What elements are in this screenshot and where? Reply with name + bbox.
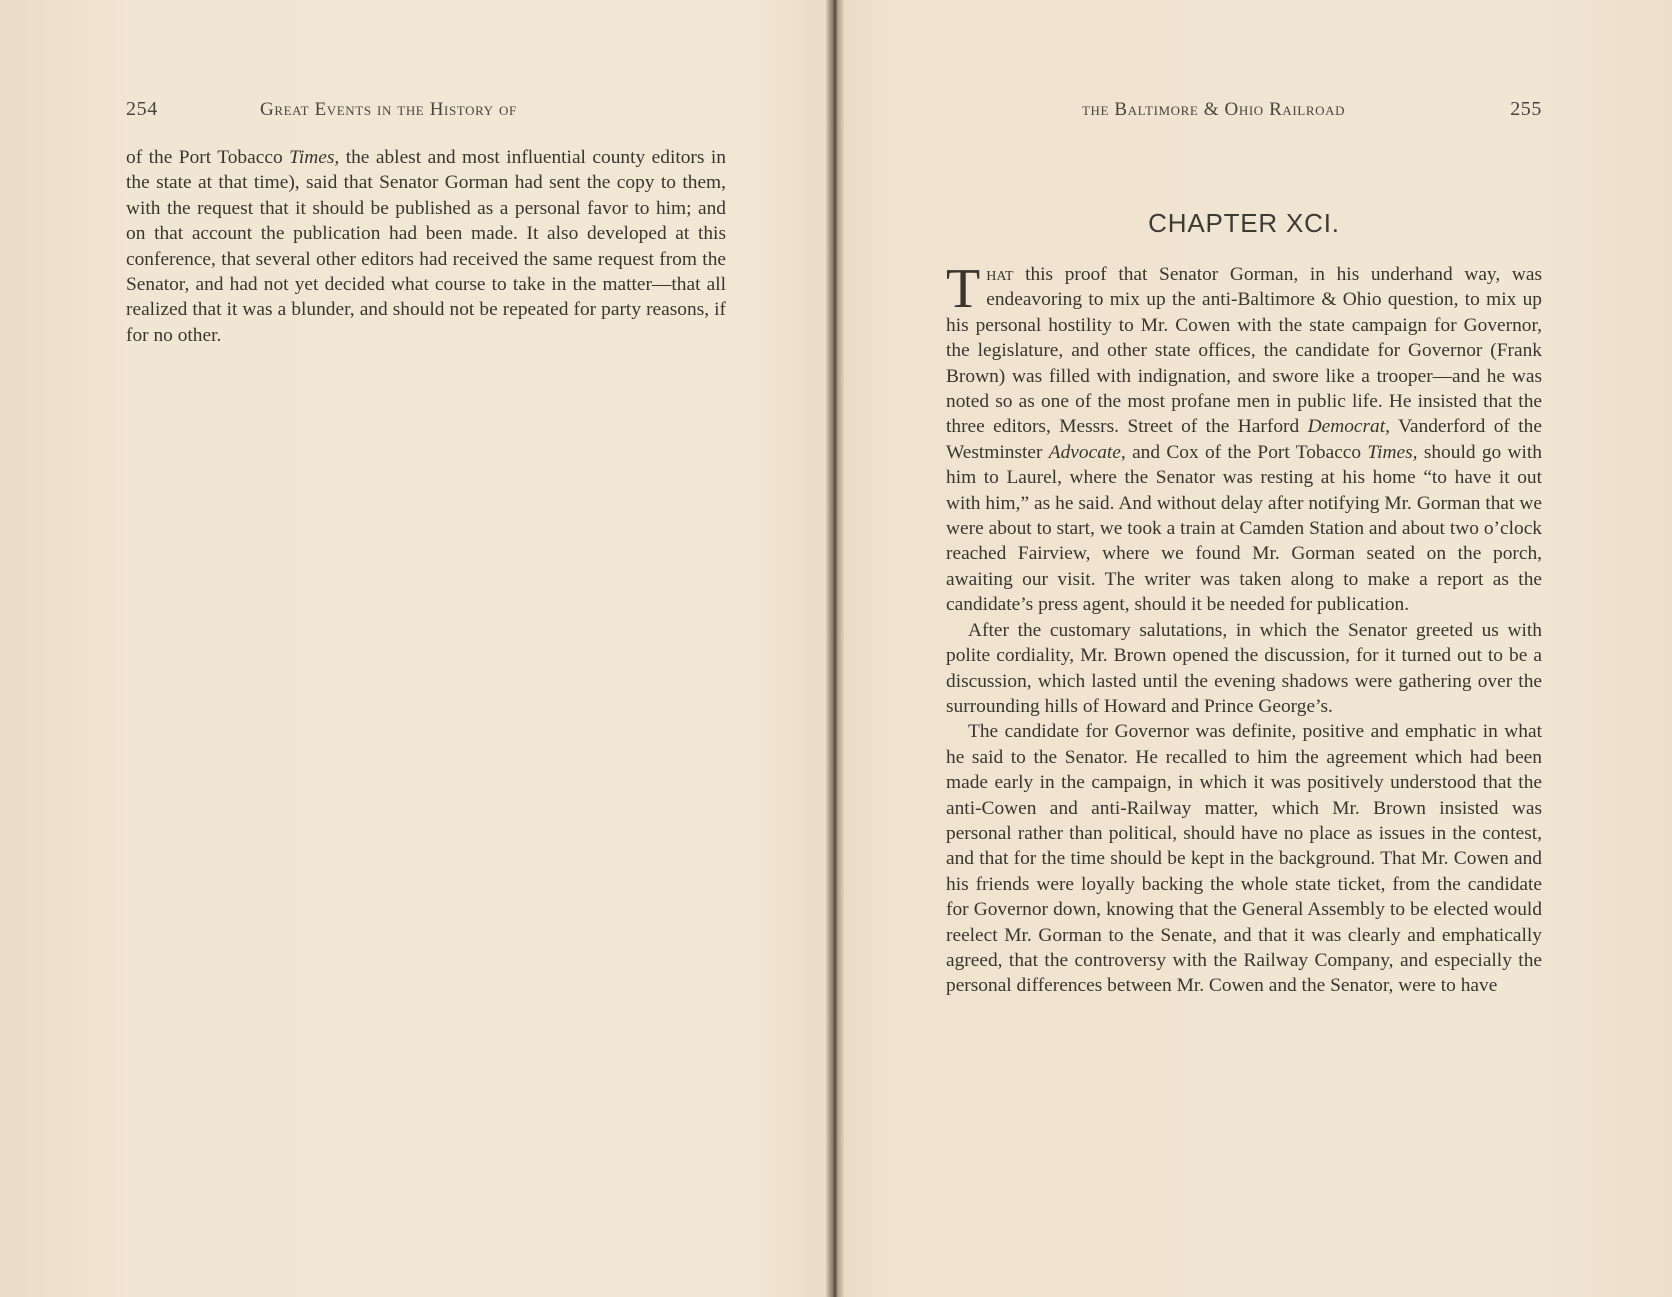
text-run: this proof that Senator Gorman, in his underhand way, was endeavoring to mix up the anti-Baltimore & Ohio question, to mix up his personal hostility to Mr. Cowen with the state campaign for Governor, the legislature, and other state offices, the candidate for Governor (Frank Brown) was filled with indignation, and swore like a trooper—and he was noted so as one of the most profane men in public life. He insisted that the three editors, Messrs. Street of the Harford <box>946 264 1542 438</box>
text-run: Vanderford of the Westminster <box>946 416 1542 463</box>
right-running-head-title: the Baltimore & Ohio Railroad <box>1082 99 1346 120</box>
right-page <box>946 0 1542 1297</box>
text-run: should go with him to Laurel, where the Senator was resting at his home “to have it out with him,” as he said. And without delay after notifying Mr. Gorman that we were about to start, we took a train at Camden Station and about two o’clock reached Fairview, where we found Mr. Gorman seated on the porch, awaiting our visit. The writer was taken along to make a report as the candidate’s press agent, should it be needed for publication. <box>946 441 1542 616</box>
left-running-head-title: Great Events in the History of <box>260 99 517 120</box>
paragraph-2: After the customary salutations, in which the Senator greeted us with polite cordiality, Mr. Brown opened the discussion, for it turned out to be a discussion, which lasted until the evening shadows were gathering over the surrounding hills of Howard and Prince George’s. <box>946 619 1542 717</box>
smallcaps-run: hat <box>986 264 1014 285</box>
chapter-title: CHAPTER XCI. <box>1148 208 1340 238</box>
right-running-head <box>946 98 1542 124</box>
paragraph-3: The candidate for Governor was definite, positive and emphatic in what he said to the Senator. He recalled to him the agreement which had been made early in the campaign, in which it was positively understood that the anti-Cowen and anti-Railway matter, which Mr. Brown insisted was personal rather than political, should have no place as issues in the contest, and that for the time should be kept in the background. That Mr. Cowen and his friends were loyally backing the whole state ticket, from the candidate for Governor down, knowing that the General Assembly to be elected would reelect Mr. Gorman to the Senate, and that it was clearly and emphatically agreed, that the controversy with the Railway Company, and especially the personal differences between Mr. Cowen and the Senator, were to have <box>946 721 1542 997</box>
left-page-text <box>126 145 726 348</box>
book-gutter <box>826 0 844 1297</box>
text-run: and Cox of the Port Tobacco <box>1125 441 1368 463</box>
italic-title-times: Times, <box>1367 441 1418 463</box>
left-page-number: 254 <box>126 98 158 120</box>
text-run: the ablest and most influential county editors in the state at that time), said that Senator Gorman had sent the copy to them, with the request that it should be published as a personal favor to him; and on that account the publication had been made. It also developed at this conference, that several other editors had received the same request from the Senator, and had not yet decided what course to take in the matter—that all realized that it was a blunder, and should not be repeated for party reasons, if for no other. <box>126 147 726 346</box>
left-paragraph <box>126 145 726 348</box>
italic-title-democrat: Democrat, <box>1307 416 1390 438</box>
right-page-text <box>946 258 1542 999</box>
left-running-head <box>126 98 726 124</box>
text-run: of the Port Tobacco <box>126 147 290 168</box>
italic-title-advocate: Advocate, <box>1048 441 1126 463</box>
italic-title-times: Times, <box>289 147 340 168</box>
paragraph-1 <box>946 258 1542 618</box>
right-page-number: 255 <box>1510 98 1542 120</box>
drop-cap: T <box>946 258 981 320</box>
left-page <box>126 0 726 1297</box>
